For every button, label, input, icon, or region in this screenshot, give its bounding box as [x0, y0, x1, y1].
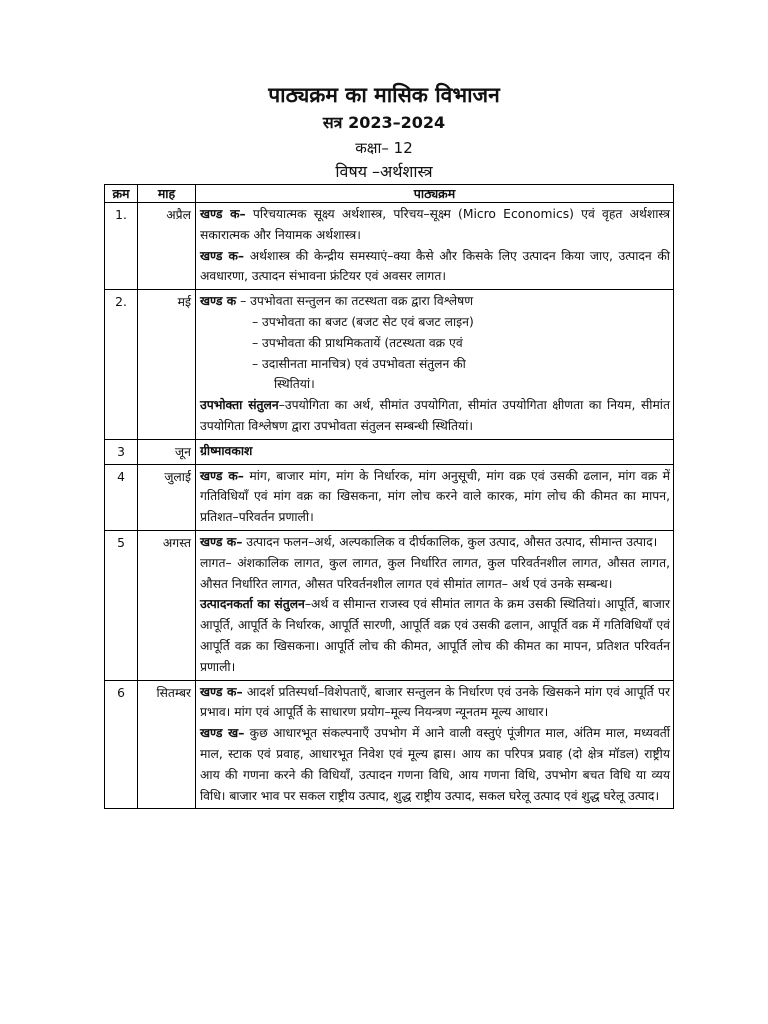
- row-month: अप्रैल: [138, 203, 196, 290]
- row-serial: 5: [105, 530, 138, 680]
- row-syllabus: [196, 290, 674, 440]
- syllabus-paragraph: [200, 333, 670, 354]
- section-heading: उपभोक्ता संतुलन: [200, 398, 279, 413]
- document-title: पाठ्यक्रम का मासिक विभाजन: [268, 83, 500, 107]
- section-heading: खण्ड क–: [200, 534, 243, 549]
- section-heading: खण्ड क–: [200, 248, 245, 263]
- syllabus-paragraph: [200, 291, 670, 312]
- table-row: [105, 464, 674, 530]
- syllabus-paragraph: [200, 246, 670, 288]
- session-label: सत्र 2023–2024: [322, 113, 446, 132]
- paragraph-text: मांग, बाजार मांग, मांग के निर्धारक, मांग अनुसूची, मांग वक्र एवं उसकी ढलान, मांग वक्र में गतिविधियाँ एवं मांग वक्र का खिसकना, मांग लोच करने वाले कारक, मांग लोच की कीमत का मापन, प्रतिशत–परिवर्तन प्रणाली।: [200, 468, 670, 525]
- section-heading: खण्ड क–: [200, 684, 243, 699]
- header-serial: क्रम: [105, 185, 138, 203]
- row-syllabus: [196, 439, 674, 464]
- paragraph-text: – उपभोवता का बजट (बजट सेट एवं बजट लाइन): [252, 314, 474, 329]
- row-month: जुलाई: [138, 464, 196, 530]
- table-body: [105, 203, 674, 809]
- syllabus-paragraph: [200, 553, 670, 595]
- syllabus-paragraph: [200, 594, 670, 677]
- paragraph-text: –अर्थ व सीमान्त राजस्व एवं सीमांत लागत के क्रम उसकी स्थितियां। आपूर्ति, बाजार आपूर्ति, आपूर्ति के निर्धारक, आपूर्ति सारणी, आपूर्ति वक्र एवं उसकी ढलान, आपूर्ति वक्र में गतिविधियाँ एवं आपूर्ति वक्र का खिसकना। आपूर्ति लोच की कीमत, आपूर्ति लोच की कीमत का मापन, प्रतिशत परिवर्तन प्रणाली।: [200, 597, 670, 674]
- paragraph-text: – उदासीनता मानचित्र) एवं उपभोवता संतुलन की: [252, 356, 466, 371]
- row-serial: 1.: [105, 203, 138, 290]
- header-syllabus: पाठ्यक्रम: [196, 185, 674, 203]
- syllabus-table: [104, 184, 674, 809]
- row-syllabus: [196, 464, 674, 530]
- section-heading: खण्ड क–: [200, 207, 246, 221]
- row-syllabus: [196, 680, 674, 809]
- row-serial: 3: [105, 439, 138, 464]
- row-serial: 6: [105, 680, 138, 809]
- row-month: सितम्बर: [138, 680, 196, 809]
- paragraph-text: – उपभोवता की प्राथमिकतायें (तटस्थता वक्र एवं: [252, 335, 463, 350]
- paragraph-text: परिचयात्मक सूक्ष्य अर्थशास्त्र, परिचय–सूक्ष्म (Micro Economics) एवं वृहत अर्थशास्त्र सकारात्मक और नियामक अर्थशास्त्र।: [200, 207, 671, 242]
- row-serial: 2.: [105, 290, 138, 440]
- paragraph-text: उत्पादन फलन–अर्थ, अल्पकालिक व दीर्घकालिक, कुल उत्पाद, औसत उत्पाद, सीमान्त उत्पाद।: [242, 534, 658, 549]
- table-header-row: [105, 185, 674, 203]
- paragraph-text: – उपभोवता सन्तुलन का तटस्थता वक्र द्वारा विश्लेषण: [236, 294, 474, 309]
- paragraph-text: लागत– अंशकालिक लागत, कुल लागत, कुल निर्धारित लागत, कुल परिवर्तनशील लागत, औसत लागत, औसत निर्धारित लागत, औसत परिवर्तनशील लागत एवं सीमांत लागत– अर्थ एवं उनके सम्बन्ध।: [200, 555, 670, 591]
- syllabus-paragraph: [200, 532, 670, 553]
- row-syllabus: [196, 203, 674, 290]
- row-syllabus: [196, 530, 674, 680]
- paragraph-text: आदर्श प्रतिस्पर्धा–विशेपताएँ, बाजार सन्तुलन के निर्धारण एवं उनके खिसकने मांग एवं आपूर्ति पर प्रभाव। मांग एवं आपूर्ति के साधारण प्रयोग–मूल्य नियन्त्रण न्यूनतम मूल्य आधार।: [200, 684, 670, 720]
- syllabus-paragraph: [200, 204, 670, 246]
- syllabus-paragraph: [200, 395, 670, 437]
- table-row: [105, 439, 674, 464]
- syllabus-paragraph: [200, 466, 670, 528]
- section-heading: खण्ड क–: [200, 468, 244, 483]
- paragraph-text: –उपयोगिता का अर्थ, सीमांत उपयोगिता, सीमांत उपयोगिता क्षीणता का नियम, सीमांत उपयोगिता विश्लेषण द्वारा उपभोवता संतुलन सम्बन्धी स्थितियां।: [200, 398, 670, 433]
- syllabus-paragraph: [200, 723, 670, 806]
- syllabus-paragraph: [200, 682, 670, 724]
- paragraph-text: कुछ आधारभूत संकल्पनाएँ उपभोग में आने वाली वस्तुएं पूंजीगत माल, अंतिम माल, मध्यवर्ती माल, स्टाक एवं प्रवाह, आधारभूत निवेश एवं मूल्य ह्रास। आय का परिपत्र प्रवाह (दो क्षेत्र मॉडल) राष्ट्रीय आय की गणना करने की विधियाँ, उत्पादन गणना विधि, आय गणना विधि, उपभोग बचत विधि या व्यय विधि। बाजार भाव पर सकल राष्ट्रीय उत्पाद, शुद्ध राष्ट्रीय उत्पाद, सकल घरेलू उत्पाद एवं शुद्ध घरेलू उत्पाद।: [200, 726, 670, 803]
- table-row: [105, 530, 674, 680]
- subject-label: विषय –अर्थशास्त्र: [335, 162, 433, 181]
- paragraph-text: स्थितियां।: [274, 377, 315, 392]
- syllabus-paragraph: [200, 374, 670, 395]
- syllabus-paragraph: [200, 441, 670, 462]
- section-heading: खण्ड ख–: [200, 726, 245, 741]
- document-header: [0, 80, 768, 184]
- row-serial: 4: [105, 464, 138, 530]
- header-month: माह: [138, 185, 196, 203]
- row-month: मई: [138, 290, 196, 440]
- syllabus-paragraph: [200, 354, 670, 375]
- row-month: अगस्त: [138, 530, 196, 680]
- section-heading: खण्ड क: [200, 294, 237, 309]
- section-heading: उत्पादनकर्ता का संतुलन: [200, 597, 305, 612]
- table-row: [105, 680, 674, 809]
- table-row: [105, 203, 674, 290]
- class-label: कक्षा– 12: [355, 139, 413, 157]
- syllabus-paragraph: [200, 312, 670, 333]
- paragraph-text: अर्थशास्त्र की केन्द्रीय समस्याएं–क्या कैसे और किसके लिए उत्पादन किया जाए, उत्पादन की अवधारणा, उत्पादन संभावना फ्रंटियर एवं अवसर लागत।: [200, 248, 670, 284]
- row-month: जून: [138, 439, 196, 464]
- section-heading: ग्रीष्मावकाश: [200, 443, 253, 458]
- table-row: [105, 290, 674, 440]
